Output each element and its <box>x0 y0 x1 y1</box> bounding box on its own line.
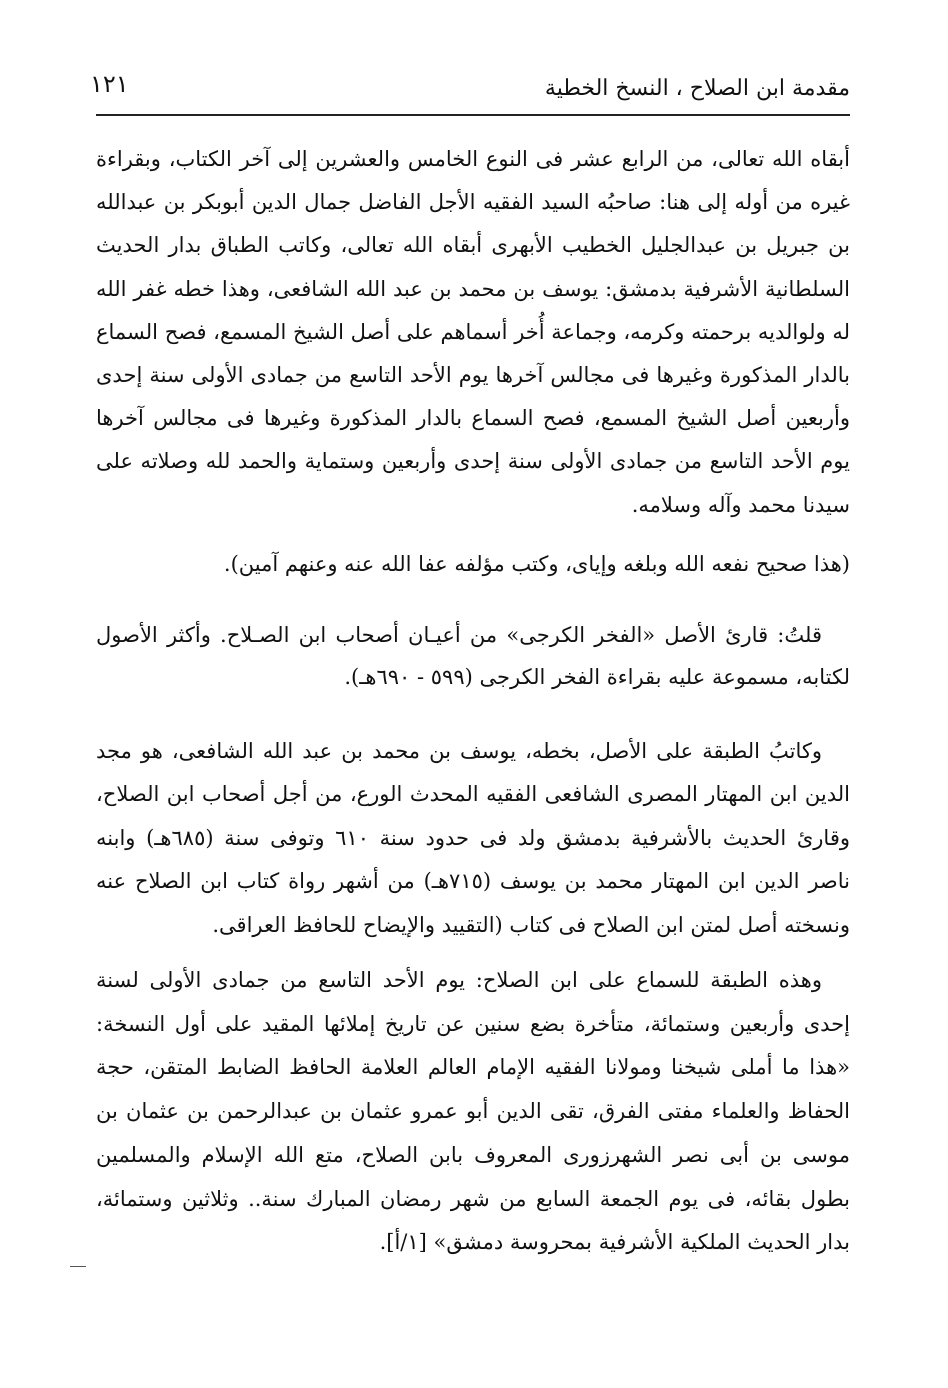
page-number: ١٢١ <box>90 70 129 98</box>
paragraph-author-note: (هذا صحيح نفعه الله وبلغه وإياى، وكتب مؤلفه عفا الله عنه وعنهم آمين). <box>223 551 850 576</box>
page-header <box>90 66 850 112</box>
page-body <box>96 138 850 1265</box>
margin-mark <box>70 1266 86 1267</box>
header-rule <box>96 114 850 116</box>
paragraph-samaa-record: أبقاه الله تعالى، من الرابع عشر فى النوع الخامس والعشرين إلى آخر الكتاب، وبقراءة غيره من أوله إلى هنا: صاحبُه السيد الفقيه الأجل الفاضل جمال الدين أبوبكر بن عبدالله بن جبريل بن عبدالجليل الخطيب الأبهرى أبقاه الله تعالى، وكاتب الطباق بدار الحديث السلطانية الأشرفية بدمشق: يوسف بن محمد بن عبد الله الشافعى، وهذا خطه غفر الله له ولوالديه برحمته وكرمه، وجماعة أُخر أسماهم على أصل الشيخ المسمع، فصح السماع بالدار المذكورة وغيرها فى مجالس آخرها يوم الأحد التاسع من جمادى الأولى سنة إحدى وأربعين أصل الشيخ المسمع، فصح السماع بالدار المذكورة وغيرها فى مجالس آخرها يوم الأحد التاسع من جمادى الأولى سنة إحدى وأربعين وستماية والحمد لله وصلاته على سيدنا محمد وآله وسلامه. <box>95 147 850 517</box>
running-title: مقدمة ابن الصلاح ، النسخ الخطية <box>544 76 850 101</box>
paragraph-tabaqa-note: وهذه الطبقة للسماع على ابن الصلاح: يوم الأحد التاسع من جمادى الأولى لسنة إحدى وأربعين وستمائة، متأخرة بضع سنين عن تاريخ إملائها المقيد على أول النسخة: «هذا ما أملى شيخنا ومولانا الفقيه الإمام العالم العلامة الحافظ الضابط المتقن، حجة الحفاظ والعلماء مفتى الفرق، تقى الدين أبو عمرو عثمان بن عبدالرحمن بن عثمان بن موسى بن أبى نصر الشهرزورى المعروف بابن الصلاح، متع الله الإسلام والمسلمين بطول بقائه، فى يوم الجمعة السابع من شهر رمضان المبارك سنة.. وثلاثين وستمائة، بدار الحديث الملكية الأشرفية بمحروسة دمشق» [١/أ]. <box>96 968 850 1255</box>
paragraph-scribe-note: وكاتبُ الطبقة على الأصل، بخطه، يوسف بن محمد بن عبد الله الشافعى، هو مجد الدين ابن المهتار المصرى الشافعى الفقيه المحدث الورع، من أجل أصحاب ابن الصلاح، وقارئ الحديث بالأشرفية بدمشق ولد فى حدود سنة ٦١٠ وتوفى سنة (٦٨٥هـ) وابنه ناصر الدين ابن المهتار محمد بن يوسف (٧١٥هـ) من أشهر رواة كتاب ابن الصلاح عنه ونسخته أصل لمتن ابن الصلاح فى كتاب (التقييد والإيضاح للحافظ العراقى. <box>96 739 850 937</box>
paragraph-reader-note: قلتُ: قارئ الأصل «الفخر الكرجى» من أعيـان أصحاب ابن الصـلاح. وأكثر الأصول لكتابه، مسموعة عليه بقراءة الفخر الكرجى (٥٩٩ - ٦٩٠هـ). <box>96 623 850 690</box>
